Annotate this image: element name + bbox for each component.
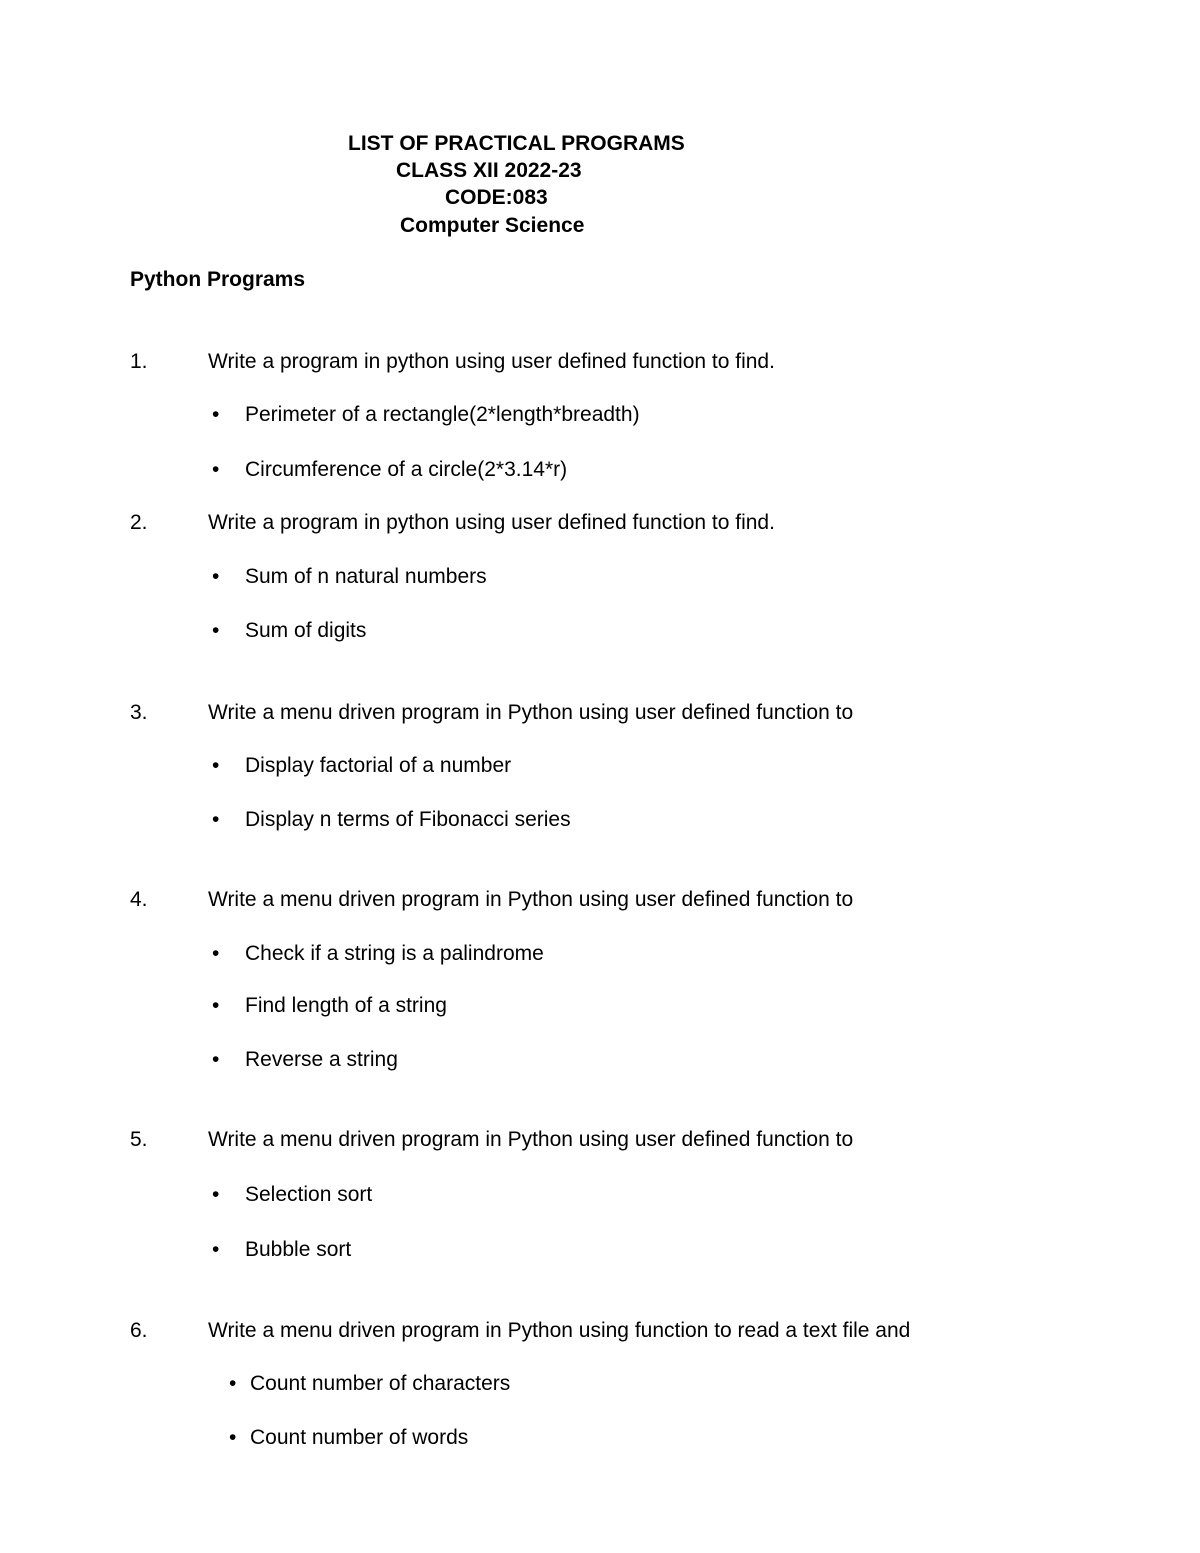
item-text: Write a menu driven program in Python using user defined function to	[208, 701, 854, 724]
bullet-item: Count number of characters	[250, 1372, 511, 1395]
bullet-item: Sum of digits	[245, 619, 367, 642]
bullet-item: Perimeter of a rectangle(2*length*breadth)	[245, 403, 640, 426]
bullet-icon: •	[212, 1238, 220, 1261]
bullet-item: Display factorial of a number	[245, 754, 512, 777]
bullet-icon: •	[229, 1372, 237, 1395]
item-number: 6.	[130, 1319, 148, 1342]
bullet-icon: •	[212, 1048, 220, 1071]
item-number: 4.	[130, 888, 148, 911]
item-number: 2.	[130, 511, 148, 534]
bullet-icon: •	[212, 565, 220, 588]
class-line: CLASS XII 2022-23	[396, 159, 582, 182]
item-text: Write a program in python using user defined function to find.	[208, 511, 775, 534]
bullet-item: Sum of n natural numbers	[245, 565, 487, 588]
subject-line: Computer Science	[400, 214, 585, 237]
bullet-icon: •	[212, 754, 220, 777]
bullet-icon: •	[212, 458, 220, 481]
bullet-item: Bubble sort	[245, 1238, 352, 1261]
bullet-item: Check if a string is a palindrome	[245, 942, 544, 965]
bullet-icon: •	[212, 403, 220, 426]
bullet-icon: •	[212, 808, 220, 831]
bullet-icon: •	[212, 994, 220, 1017]
bullet-icon: •	[212, 619, 220, 642]
item-text: Write a menu driven program in Python using function to read a text file and	[208, 1319, 911, 1342]
code-line: CODE:083	[445, 186, 548, 209]
item-text: Write a menu driven program in Python using user defined function to	[208, 1128, 854, 1151]
bullet-item: Count number of words	[250, 1426, 469, 1449]
bullet-item: Circumference of a circle(2*3.14*r)	[245, 458, 568, 481]
item-number: 5.	[130, 1128, 148, 1151]
bullet-item: Display n terms of Fibonacci series	[245, 808, 571, 831]
bullet-icon: •	[212, 942, 220, 965]
item-text: Write a menu driven program in Python using user defined function to	[208, 888, 854, 911]
item-number: 1.	[130, 350, 148, 373]
bullet-icon: •	[212, 1183, 220, 1206]
bullet-item: Reverse a string	[245, 1048, 398, 1071]
bullet-item: Selection sort	[245, 1183, 373, 1206]
bullet-item: Find length of a string	[245, 994, 447, 1017]
doc-title: LIST OF PRACTICAL PROGRAMS	[348, 132, 685, 155]
item-number: 3.	[130, 701, 148, 724]
section-title: Python Programs	[130, 268, 306, 291]
bullet-icon: •	[229, 1426, 237, 1449]
item-text: Write a program in python using user defined function to find.	[208, 350, 775, 373]
